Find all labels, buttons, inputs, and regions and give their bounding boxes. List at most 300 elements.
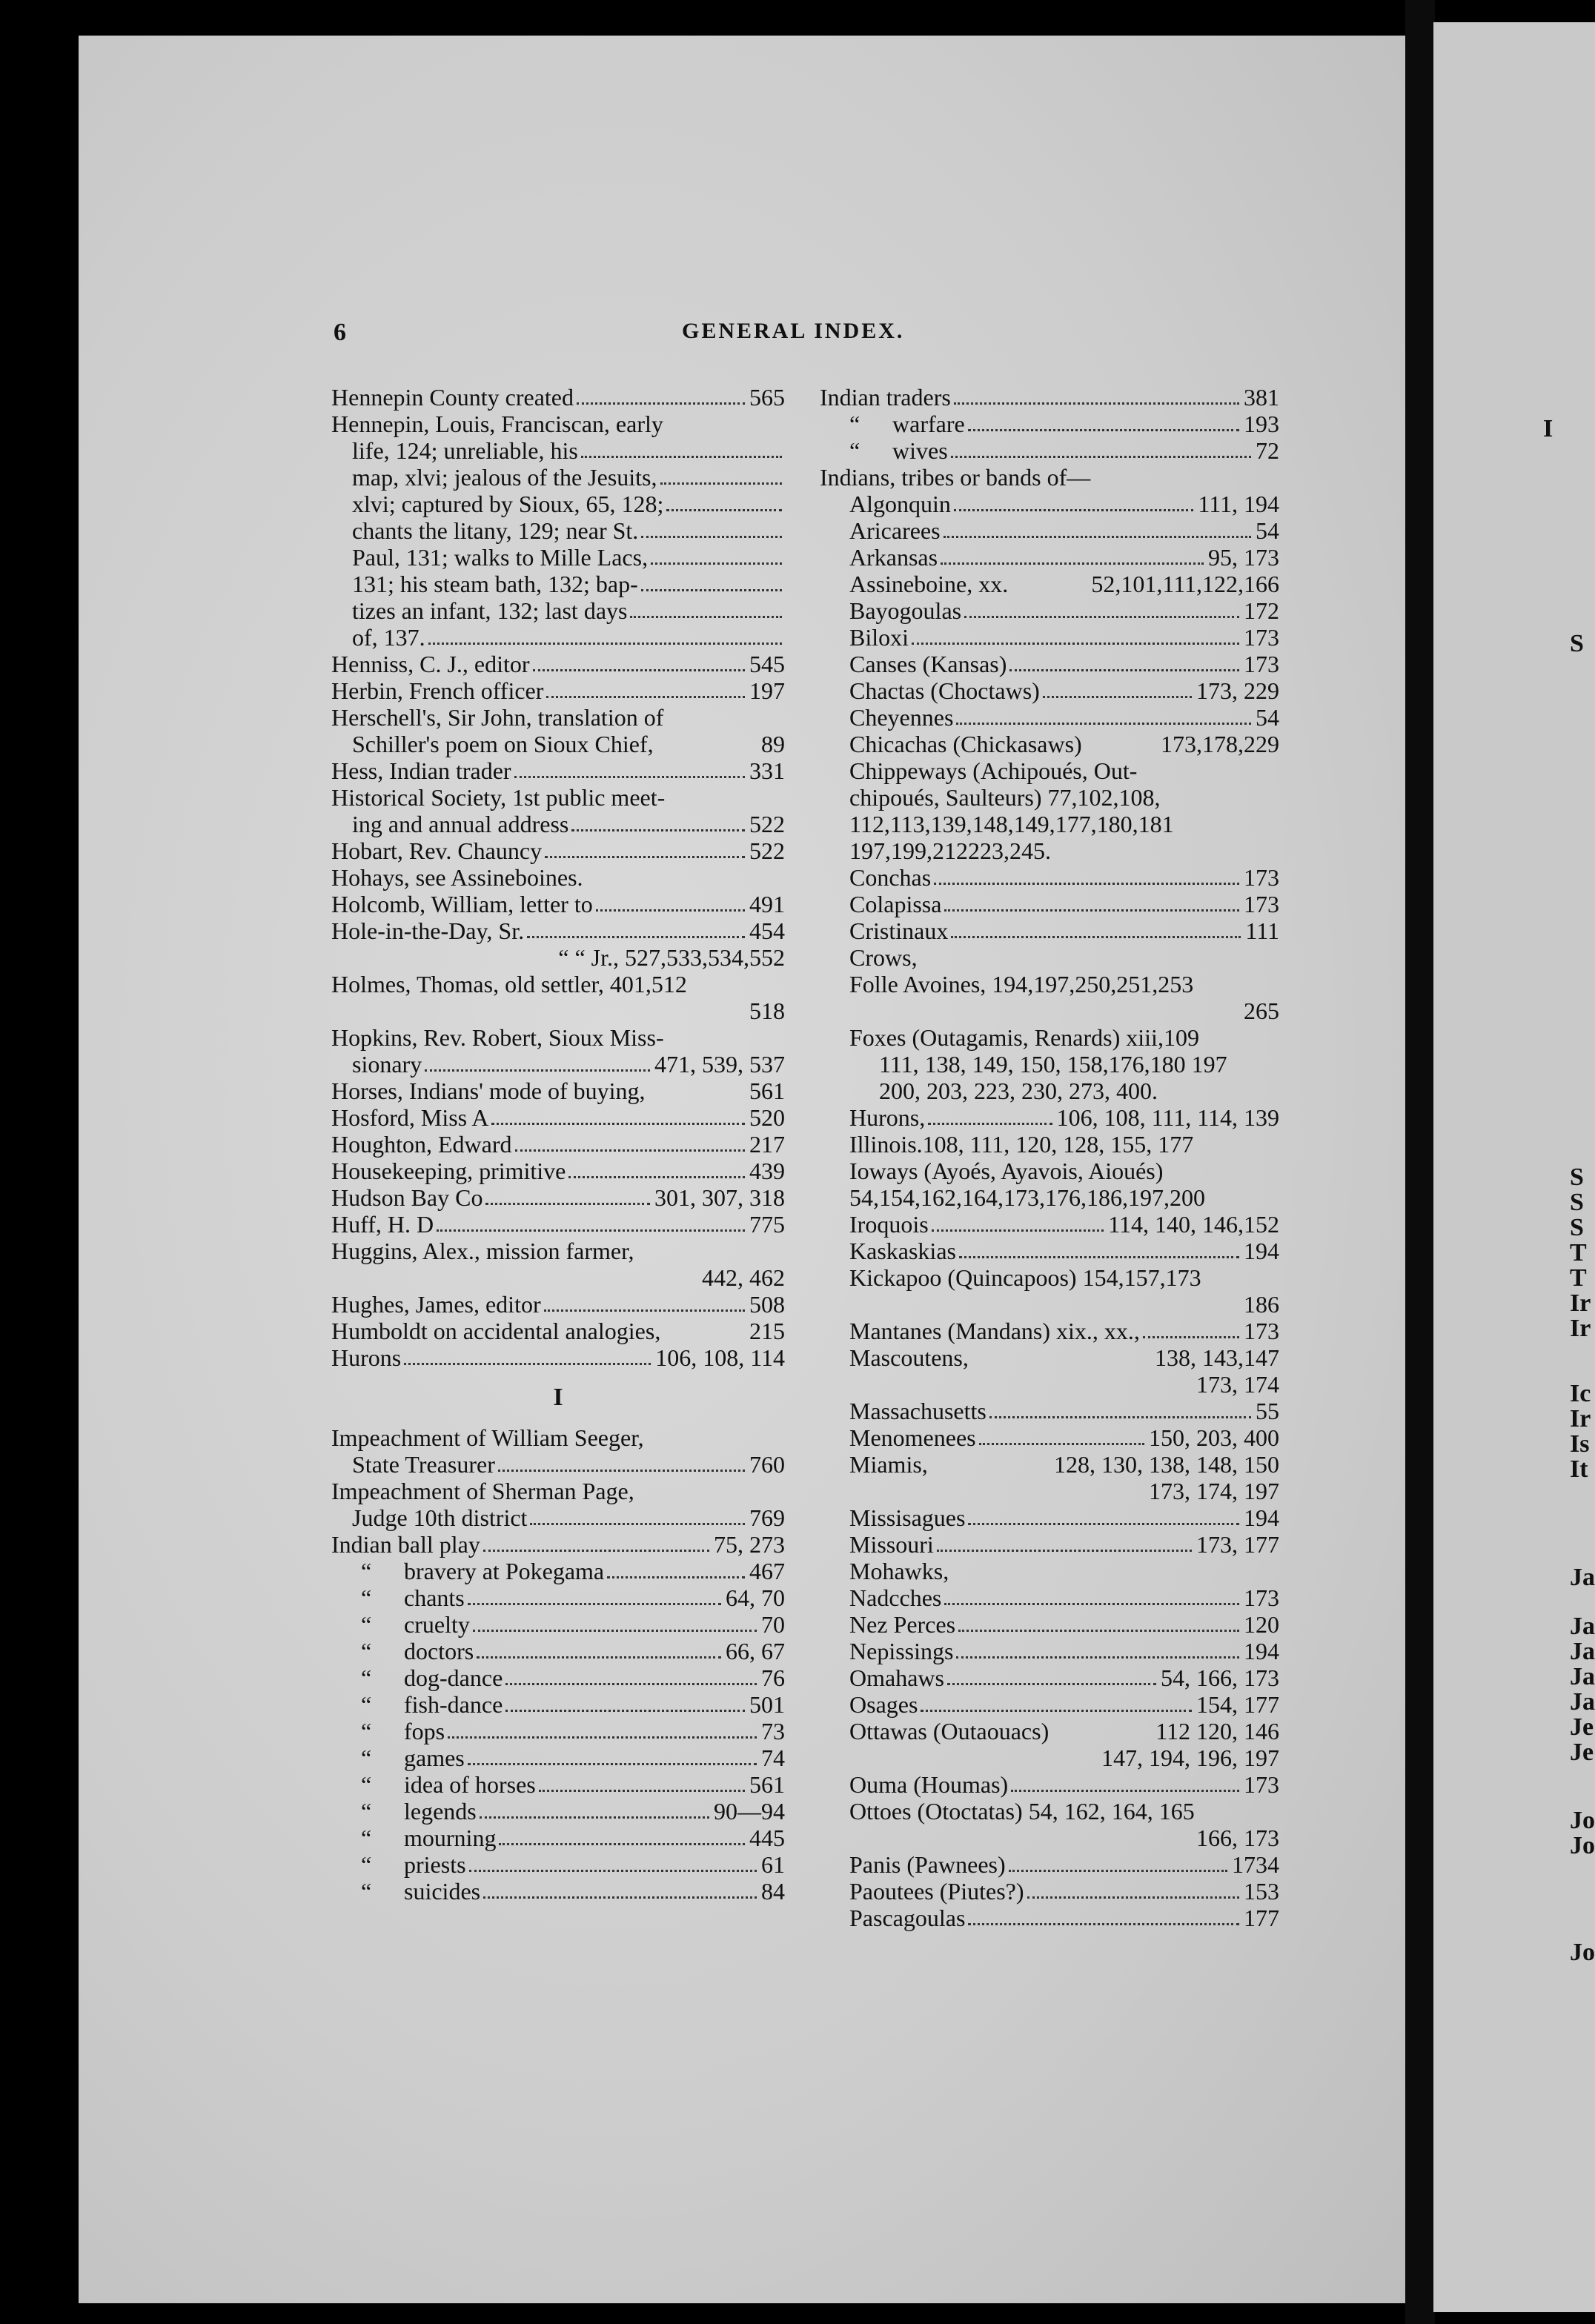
entry-text: Schiller's poem on Sioux Chief, — [352, 731, 654, 757]
ditto-mark: “ — [361, 1558, 372, 1584]
leader-dots — [499, 1842, 745, 1845]
entry-text: Hess, Indian trader — [331, 757, 511, 784]
index-entry — [820, 1905, 1279, 1931]
entry-text: Huff, H. D — [331, 1211, 434, 1238]
index-entry — [331, 1238, 785, 1264]
leader-dots — [514, 775, 745, 778]
entry-text: 173, 174, 197 — [1149, 1478, 1279, 1504]
adjacent-page-fragment: Ic — [1570, 1380, 1591, 1407]
index-entry — [820, 1424, 1279, 1451]
index-entry — [820, 1584, 1279, 1611]
index-entry — [820, 811, 1279, 837]
entry-text: 186 — [1244, 1291, 1279, 1318]
index-entry — [331, 1851, 785, 1878]
entry-text: Bayogoulas — [849, 597, 962, 624]
entry-text: Hughes, James, editor — [331, 1291, 541, 1318]
index-entry — [331, 1158, 785, 1184]
leader-dots — [1208, 1204, 1276, 1205]
page-refs: 120 — [1244, 1611, 1279, 1638]
entry-text: Holcomb, William, letter to — [331, 891, 593, 917]
entry-text: xlvi; captured by Sioux, 65, 128; — [352, 491, 664, 517]
ditto-mark: “ — [361, 1878, 372, 1905]
index-entry — [820, 1104, 1279, 1131]
entry-text: Panis (Pawnees) — [849, 1851, 1006, 1878]
page-refs: 439 — [749, 1158, 785, 1184]
index-entry — [820, 1771, 1279, 1798]
page-refs: 177 — [1244, 1905, 1279, 1931]
index-entry — [331, 597, 785, 624]
index-entry — [820, 1398, 1279, 1424]
leader-dots — [568, 1175, 745, 1178]
index-entry — [820, 1638, 1279, 1664]
leader-dots — [666, 508, 782, 511]
entry-text: Mascoutens, — [849, 1344, 969, 1371]
entry-text: Paoutees (Piutes?) — [849, 1878, 1024, 1905]
leader-dots — [483, 1549, 709, 1552]
page-refs: 194 — [1244, 1638, 1279, 1664]
entry-text: Mohawks, — [849, 1558, 949, 1584]
entry-text: Algonquin — [849, 491, 951, 517]
page-refs: 173 — [1244, 891, 1279, 917]
leader-dots — [1093, 484, 1276, 485]
index-entry — [331, 891, 785, 917]
page-refs: 173,178,229 — [1161, 731, 1279, 757]
leader-dots — [515, 1149, 745, 1152]
entry-text: of, 137. — [352, 624, 425, 651]
ditto-mark: “ — [849, 437, 860, 464]
page-refs: 173 — [1244, 864, 1279, 891]
page-refs: 522 — [749, 811, 785, 837]
index-entry — [331, 1611, 785, 1638]
leader-dots — [571, 829, 745, 831]
leader-dots — [1230, 1071, 1276, 1072]
entry-text: Holmes, Thomas, old settler, 401,512 — [331, 971, 687, 997]
entry-text: Menomenees — [849, 1424, 976, 1451]
index-entry — [820, 1158, 1279, 1184]
entry-text: Arkansas — [849, 544, 938, 571]
index-entry — [331, 651, 785, 677]
entry-text: Historical Society, 1st public meet- — [331, 784, 666, 811]
index-entry — [820, 544, 1279, 571]
index-entry — [331, 1024, 785, 1051]
entry-text: 112,113,139,148,149,177,180,181 — [849, 811, 1174, 837]
leader-dots — [956, 722, 1251, 725]
index-entry — [820, 757, 1279, 784]
adjacent-page-fragment: Jo — [1570, 1939, 1595, 1966]
page-refs: 84 — [761, 1878, 785, 1905]
entry-text: life, 124; unreliable, his — [352, 437, 578, 464]
page-refs: 565 — [749, 384, 785, 411]
index-entry — [820, 864, 1279, 891]
leader-dots — [1196, 991, 1276, 992]
index-entry — [820, 917, 1279, 944]
leader-dots — [483, 1896, 757, 1899]
page-refs: 215 — [749, 1318, 785, 1344]
index-entry — [820, 1184, 1279, 1211]
leader-dots — [404, 1362, 651, 1365]
entry-text: Conchas — [849, 864, 932, 891]
ditto-mark: “ — [361, 1584, 372, 1611]
index-entry — [820, 1131, 1279, 1158]
ditto-mark: “ — [361, 1718, 372, 1744]
leader-dots — [668, 804, 782, 805]
index-entry — [820, 1078, 1279, 1104]
page-refs: 66, 67 — [726, 1638, 785, 1664]
index-entry — [820, 1825, 1279, 1851]
entry-text: Colapissa — [849, 891, 942, 917]
ditto-mark: “ — [361, 1851, 372, 1878]
page-refs: 193 — [1244, 411, 1279, 437]
leader-dots — [1143, 1335, 1239, 1338]
leader-dots — [651, 562, 782, 565]
leader-dots — [932, 1229, 1104, 1232]
entry-text: Hopkins, Rev. Robert, Sioux Miss- — [331, 1024, 664, 1051]
index-entry — [820, 1664, 1279, 1691]
entry-text: tizes an infant, 132; last days — [352, 597, 628, 624]
entry-text: priests — [404, 1851, 466, 1878]
leader-dots — [931, 1471, 1049, 1472]
adjacent-page-fragment: Ja — [1570, 1663, 1595, 1690]
index-entry — [820, 1851, 1279, 1878]
page-number: 6 — [334, 319, 346, 346]
page-refs: 381 — [1244, 384, 1279, 411]
ditto-mark: “ — [361, 1611, 372, 1638]
entry-text: Indian traders — [820, 384, 951, 411]
leader-dots — [539, 1789, 745, 1792]
page-refs: 89 — [761, 731, 785, 757]
adjacent-page-fragment: T — [1570, 1264, 1587, 1292]
leader-dots — [968, 428, 1239, 431]
entry-text: Horses, Indians' mode of buying, — [331, 1078, 646, 1104]
leader-dots — [921, 1709, 1192, 1712]
adjacent-page-fragment: It — [1570, 1455, 1588, 1483]
entry-text: Ioways (Ayoés, Ayavois, Aioués) — [849, 1158, 1164, 1184]
entry-text: Nez Perces — [849, 1611, 956, 1638]
index-entry — [820, 1691, 1279, 1718]
entry-text: cruelty — [404, 1611, 470, 1638]
leader-dots — [944, 909, 1239, 912]
leader-dots — [498, 1469, 745, 1472]
leader-dots — [958, 1629, 1239, 1632]
leader-dots — [505, 1682, 757, 1685]
leader-dots — [1052, 1738, 1151, 1739]
page-refs: 508 — [749, 1291, 785, 1318]
leader-dots — [473, 1629, 757, 1632]
entry-text: 166, 173 — [1196, 1825, 1279, 1851]
index-entry — [331, 1264, 785, 1291]
adjacent-page-fragment: I — [1543, 415, 1553, 442]
page-refs: 54 — [1256, 704, 1279, 731]
page-refs: 194 — [1244, 1504, 1279, 1531]
index-entry — [820, 437, 1279, 464]
entry-text: Ottoes (Otoctatas) 54, 162, 164, 165 — [849, 1798, 1195, 1825]
adjacent-page-fragment: Ja — [1570, 1688, 1595, 1716]
page-refs: 173 — [1244, 1318, 1279, 1344]
leader-dots — [469, 1869, 757, 1872]
entry-text: dog-dance — [404, 1664, 503, 1691]
entry-text: legends — [404, 1798, 477, 1825]
page-refs: 64, 70 — [726, 1584, 785, 1611]
index-entry — [331, 624, 785, 651]
entry-text: Impeachment of Sherman Page, — [331, 1478, 634, 1504]
page-refs: 545 — [749, 651, 785, 677]
entry-text: suicides — [404, 1878, 481, 1905]
index-entry — [331, 757, 785, 784]
entry-text: 111, 138, 149, 150, 158,176,180 197 — [879, 1051, 1227, 1078]
entry-text: Herschell's, Sir John, translation of — [331, 704, 664, 731]
entry-text: Missouri — [849, 1531, 934, 1558]
entry-text: Hole-in-the-Day, Sr. — [331, 917, 525, 944]
entry-text: Henniss, C. J., editor — [331, 651, 530, 677]
index-entry — [331, 1664, 785, 1691]
page-refs: 173 — [1244, 1584, 1279, 1611]
entry-text: bravery at Pokegama — [404, 1558, 605, 1584]
leader-dots — [1011, 1789, 1239, 1792]
page-refs: 75, 273 — [714, 1531, 785, 1558]
adjacent-page-fragment: Ja — [1570, 1613, 1595, 1640]
adjacent-page-fragment: Ja — [1570, 1638, 1595, 1665]
index-entry — [820, 1051, 1279, 1078]
page-refs: 74 — [761, 1744, 785, 1771]
page-refs: 173, 229 — [1196, 677, 1279, 704]
entry-text: Hohays, see Assineboines. — [331, 864, 583, 891]
leader-dots — [690, 991, 782, 992]
index-entry — [331, 1531, 785, 1558]
page-refs: 138, 143,147 — [1155, 1344, 1279, 1371]
entry-text: Aricarees — [849, 517, 941, 544]
leader-dots — [954, 508, 1193, 511]
leader-dots — [468, 1602, 721, 1605]
index-entry — [331, 384, 785, 411]
index-entry — [331, 784, 785, 811]
leader-dots — [941, 562, 1204, 565]
page-refs: 72 — [1256, 437, 1279, 464]
index-entry — [820, 1744, 1279, 1771]
index-entry — [820, 1318, 1279, 1344]
adjacent-page-fragment: S — [1570, 630, 1584, 657]
entry-text: fops — [404, 1718, 445, 1744]
page-refs: 775 — [749, 1211, 785, 1238]
index-entry — [820, 571, 1279, 597]
entry-text: Hennepin County created — [331, 384, 574, 411]
index-entry — [820, 411, 1279, 437]
leader-dots — [968, 1522, 1239, 1525]
entry-text: Paul, 131; walks to Mille Lacs, — [352, 544, 649, 571]
leader-dots — [641, 535, 782, 538]
leader-dots — [951, 935, 1241, 938]
leader-dots — [1009, 1869, 1227, 1872]
index-entry — [820, 704, 1279, 731]
page-refs: 76 — [761, 1664, 785, 1691]
entry-text: Kaskaskias — [849, 1238, 956, 1264]
ditto-mark: “ — [361, 1744, 372, 1771]
page-refs: 197 — [749, 677, 785, 704]
index-entry — [820, 1878, 1279, 1905]
entry-text: Cristinaux — [849, 917, 949, 944]
entry-text: Hosford, Miss A — [331, 1104, 489, 1131]
entry-text: Judge 10th district — [352, 1504, 528, 1531]
index-entry — [820, 731, 1279, 757]
leader-dots — [485, 1202, 650, 1205]
index-entry — [820, 464, 1279, 491]
index-entry — [820, 1211, 1279, 1238]
index-entry — [820, 597, 1279, 624]
page-refs: 194 — [1244, 1238, 1279, 1264]
leader-dots — [505, 1709, 745, 1712]
entry-text: Ouma (Houmas) — [849, 1771, 1009, 1798]
entry-text: Hurons, — [849, 1104, 926, 1131]
page-refs: 561 — [749, 1771, 785, 1798]
adjacent-page-fragment: Ir — [1570, 1289, 1591, 1317]
page-refs: 501 — [749, 1691, 785, 1718]
page-header — [334, 319, 1223, 363]
entry-text: 265 — [1244, 997, 1279, 1024]
index-entry — [820, 1451, 1279, 1478]
index-entry — [331, 1584, 785, 1611]
leader-dots — [468, 1762, 757, 1765]
page-refs: 106, 108, 114 — [655, 1344, 785, 1371]
entry-text: Miamis, — [849, 1451, 928, 1478]
leader-dots — [448, 1736, 757, 1739]
index-entry — [331, 1744, 785, 1771]
index-entry — [331, 997, 785, 1024]
adjacent-page-fragment: Jo — [1570, 1832, 1595, 1859]
leader-dots — [1204, 1284, 1276, 1285]
index-entry — [820, 1611, 1279, 1638]
leader-dots — [944, 535, 1251, 538]
leader-dots — [577, 402, 745, 405]
leader-dots — [972, 1364, 1150, 1365]
page-refs: 55 — [1256, 1398, 1279, 1424]
leader-dots — [1054, 857, 1276, 858]
index-entry — [331, 571, 785, 597]
leader-dots — [546, 695, 745, 698]
entry-text: warfare — [892, 411, 965, 437]
page-refs: 445 — [749, 1825, 785, 1851]
adjacent-page-fragment: S — [1570, 1214, 1584, 1241]
entry-text: Nepissings — [849, 1638, 954, 1664]
entry-text: Hobart, Rev. Chauncy — [331, 837, 543, 864]
leader-dots — [947, 1682, 1156, 1685]
adjacent-page-fragment: Is — [1570, 1430, 1590, 1458]
entry-text: idea of horses — [404, 1771, 536, 1798]
index-entry — [331, 1478, 785, 1504]
adjacent-page-fragment: S — [1570, 1189, 1584, 1216]
adjacent-page-fragment: Je — [1570, 1713, 1594, 1741]
page-refs: 561 — [749, 1078, 785, 1104]
leader-dots — [959, 1255, 1239, 1258]
entry-text: Hudson Bay Co — [331, 1184, 483, 1211]
page-refs: 150, 203, 400 — [1149, 1424, 1279, 1451]
index-column-right — [820, 384, 1279, 1931]
entry-text: Illinois.108, 111, 120, 128, 155, 177 — [849, 1131, 1194, 1158]
index-entry — [331, 1691, 785, 1718]
leader-dots — [437, 1229, 745, 1232]
index-entry — [820, 1504, 1279, 1531]
entry-text: Assineboine, xx. — [849, 571, 1009, 597]
entry-text: State Treasurer — [352, 1451, 495, 1478]
ditto-mark: “ — [361, 1798, 372, 1825]
leader-dots — [1196, 1151, 1276, 1152]
entry-text: Missisagues — [849, 1504, 966, 1531]
leader-dots — [641, 588, 782, 591]
index-entry — [331, 704, 785, 731]
index-entry — [331, 944, 785, 971]
index-entry — [331, 837, 785, 864]
leader-dots — [937, 1549, 1192, 1552]
leader-dots — [928, 1122, 1052, 1125]
index-entry — [331, 1638, 785, 1664]
running-head: GENERAL INDEX. — [682, 319, 905, 343]
entry-text: Chippeways (Achipoués, Out- — [849, 757, 1138, 784]
page-refs: 172 — [1244, 597, 1279, 624]
leader-dots — [480, 1816, 709, 1819]
index-entry — [820, 651, 1279, 677]
entry-text: Chactas (Choctaws) — [849, 677, 1040, 704]
index-entry — [820, 784, 1279, 811]
page-refs: 153 — [1244, 1878, 1279, 1905]
entry-text: I — [553, 1384, 563, 1411]
entry-text: Osages — [849, 1691, 918, 1718]
page-refs: 173 — [1244, 1771, 1279, 1798]
index-entry — [820, 624, 1279, 651]
adjacent-page-fragment: Jo — [1570, 1807, 1595, 1834]
index-entry — [820, 837, 1279, 864]
leader-dots — [586, 884, 782, 885]
leader-dots — [630, 615, 782, 618]
entry-text: chipoués, Saulteurs) 77,102,108, — [849, 784, 1161, 811]
index-entry — [820, 677, 1279, 704]
index-entry — [331, 1825, 785, 1851]
leader-dots — [1164, 804, 1277, 805]
index-entry — [820, 491, 1279, 517]
index-entry — [331, 1211, 785, 1238]
leader-dots — [545, 855, 745, 858]
index-entry — [331, 1558, 785, 1584]
entry-text: Humboldt on accidental analogies, — [331, 1318, 661, 1344]
entry-text: Folle Avoines, 194,197,250,251,253 — [849, 971, 1194, 997]
entry-text: 518 — [749, 997, 785, 1024]
leader-dots — [1198, 1818, 1276, 1819]
entry-text: 54,154,162,164,173,176,186,197,200 — [849, 1184, 1205, 1211]
leader-dots — [581, 455, 782, 458]
adjacent-page-fragment: Ir — [1570, 1405, 1591, 1432]
index-entry — [331, 437, 785, 464]
page-refs: 522 — [749, 837, 785, 864]
ditto-mark: “ — [361, 1771, 372, 1798]
index-entry — [331, 1424, 785, 1451]
leader-dots — [954, 402, 1239, 405]
index-entry — [331, 411, 785, 437]
adjacent-page-fragment: Je — [1570, 1739, 1594, 1766]
entry-text: fish-dance — [404, 1691, 503, 1718]
index-entry — [331, 1131, 785, 1158]
index-entry — [820, 1238, 1279, 1264]
leader-dots — [944, 1602, 1239, 1605]
ditto-mark: “ — [361, 1638, 372, 1664]
leader-dots — [1027, 1896, 1240, 1899]
leader-dots — [544, 1309, 745, 1312]
entry-text: Biloxi — [849, 624, 909, 651]
index-entry — [331, 1291, 785, 1318]
index-entry — [331, 1771, 785, 1798]
page-refs: 90—94 — [714, 1798, 785, 1825]
page-refs: 331 — [749, 757, 785, 784]
index-entry — [820, 1718, 1279, 1744]
leader-dots — [956, 1656, 1239, 1659]
ditto-mark: “ — [361, 1691, 372, 1718]
entry-text: Indians, tribes or bands of— — [820, 464, 1091, 491]
